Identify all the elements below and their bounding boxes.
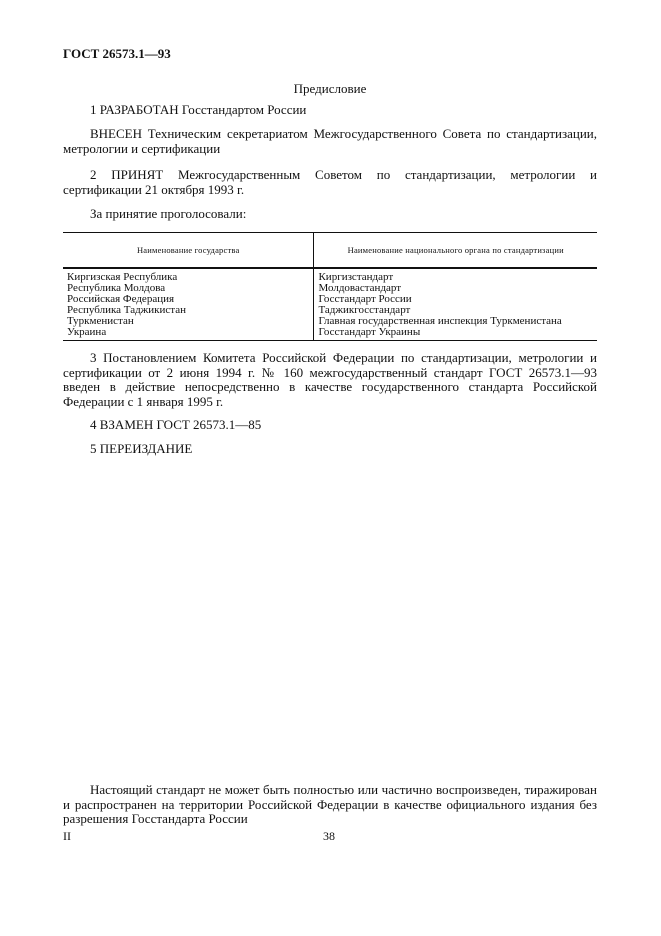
column-header-state: Наименование государства — [63, 233, 314, 269]
body-cell: Киргизстандарт — [318, 271, 394, 283]
state-cell: Украина — [63, 327, 314, 341]
body-cell: Госстандарт Украины — [314, 327, 597, 341]
state-cell: Туркменистан — [63, 316, 314, 327]
copyright-notice: Настоящий стандарт не может быть полностью или частично воспроизведен, тиражирован и распространен на территории Российской Федерации в качестве официального издания без разрешения Госстандарта России — [63, 782, 597, 826]
voting-table — [63, 232, 597, 341]
paragraph-voted: За принятие проголосовали: — [90, 206, 247, 221]
table-row — [63, 268, 597, 283]
paragraph-adopted: 2 ПРИНЯТ Межгосударственным Советом по стандартизации, метрологии и сертификации 21 октября 1993 г. — [63, 167, 597, 197]
page-number: 38 — [323, 829, 335, 843]
paragraph-resolution: 3 Постановлением Комитета Российской Федерации по стандартизации, метрологии и сертификации от 2 июня 1994 г. № 160 межгосударственный стандарт ГОСТ 26573.1—93 введен в действие непосредственно в качестве государственного стандарта Российской Федерации с 1 января 1995 г. — [63, 350, 597, 409]
paragraph-reissue: 5 ПЕРЕИЗДАНИЕ — [90, 441, 193, 456]
table-row — [63, 327, 597, 341]
body-cell: Главная государственная инспекция Туркменистана — [318, 315, 562, 327]
column-header-national-body-text: Наименование национального органа по стандартизации — [347, 244, 564, 255]
paragraph-replaces: 4 ВЗАМЕН ГОСТ 26573.1—85 — [90, 417, 262, 432]
state-cell: Российская Федерация — [63, 294, 314, 305]
document-code: ГОСТ 26573.1—93 — [63, 46, 171, 61]
body-cell: Госстандарт России — [318, 293, 412, 305]
state-cell: Киргизская Республика — [63, 268, 314, 283]
state-cell: Республика Таджикистан — [63, 305, 314, 316]
body-cell: Молдовастандарт — [318, 282, 402, 294]
paragraph-developed: 1 РАЗРАБОТАН Госстандартом России — [90, 102, 307, 117]
roman-page-number: II — [63, 829, 71, 843]
body-cell: Таджикгосстандарт — [318, 304, 411, 316]
state-cell: Республика Молдова — [63, 283, 314, 294]
preface-heading: Предисловие — [293, 81, 367, 96]
column-header-national-body — [314, 233, 597, 269]
paragraph-introduced: ВНЕСЕН Техническим секретариатом Межгосударственного Совета по стандартизации, метрологии и сертификации — [63, 126, 597, 156]
